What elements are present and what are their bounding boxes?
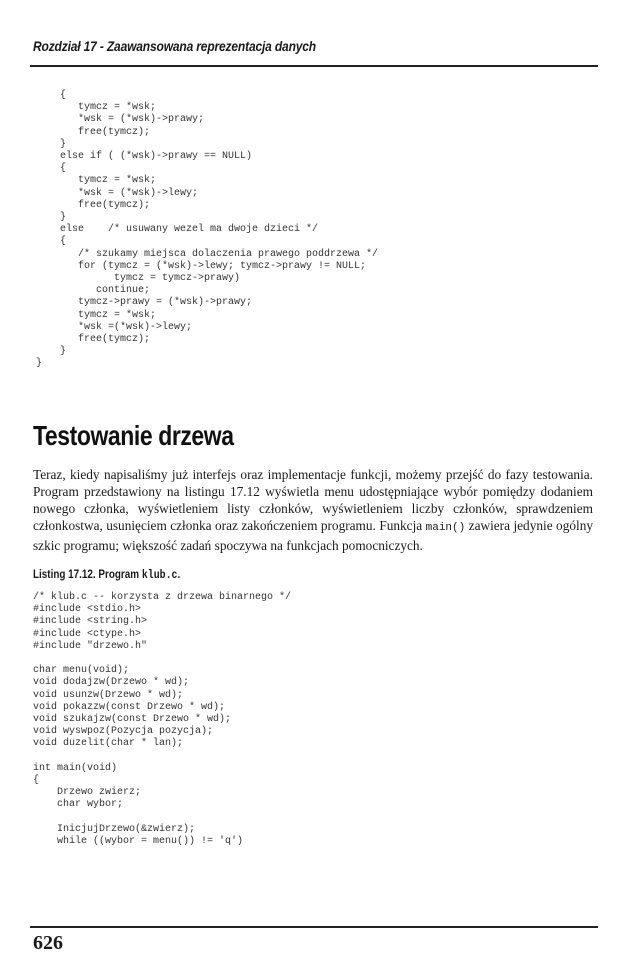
header-rule [30, 65, 598, 67]
page-number: 626 [33, 932, 63, 954]
code-block-top: { tymcz = *wsk; *wsk = (*wsk)->prawy; free(tymcz); } else if ( (*wsk)->prawy == NULL) { tymcz = *wsk; *wsk = (*wsk)->lewy; free(tymcz); } else /* usuwany wezel ma dwoje dzieci */ { /* szukamy miejsca dolaczenia prawego poddrzewa */ for (tymcz = (*wsk)->lewy; tymcz->prawy != NULL; tymcz = tymcz->prawy) continue; tymcz->prawy = (*wsk)->prawy; tymcz = *wsk; *wsk =(*wsk)->lewy; free(tymcz); } } [36, 90, 379, 370]
code-block-listing: /* klub.c -- korzysta z drzewa binarnego */ #include <stdio.h> #include <string.h> #include <ctype.h> #include "drzewo.h" char menu(void); void dodajzw(Drzewo * wd); void usunzw(Drzewo * wd); void pokazzw(const Drzewo * wd); void szukajzw(const Drzewo * wd); void wyswpoz(Pozycja pozycja); void duzelit(char * lan); int main(void) { Drzewo zwierz; char wybor; InicjujDrzewo(&zwierz); while ((wybor = menu()) != 'q') [33, 592, 292, 848]
listing-caption-suffix: . [177, 569, 181, 581]
listing-caption-prefix: Listing 17.12. Program [33, 569, 142, 581]
section-title: Testowanie drzewa [33, 420, 234, 451]
listing-caption [33, 569, 180, 582]
paragraph-text-2: zawiera jedynie ogólny szkic programu; większość zadań spoczywa na funkcjach pomocniczych. [33, 518, 593, 554]
listing-caption-file: klub.c [141, 569, 178, 582]
inline-code-main: main() [425, 522, 466, 535]
paragraph-text-1: Teraz, kiedy napisaliśmy już interfejs oraz implementacje funkcji, możemy przejść do fazy testowania. Program przedstawiony na listingu 17.12 wyświetla menu udostępniające wybór pomiędzy dodaniem nowego członka, wyświetleniem listy członków, wyświetleniem liczby członków, sprawdzeniem członkostwa, usunięciem członka oraz zakończeniem programu. Funkcja [33, 467, 593, 534]
body-paragraph [33, 466, 593, 554]
chapter-header: Rozdział 17 - Zaawansowana reprezentacja danych [33, 38, 316, 54]
footer-rule [30, 926, 598, 928]
